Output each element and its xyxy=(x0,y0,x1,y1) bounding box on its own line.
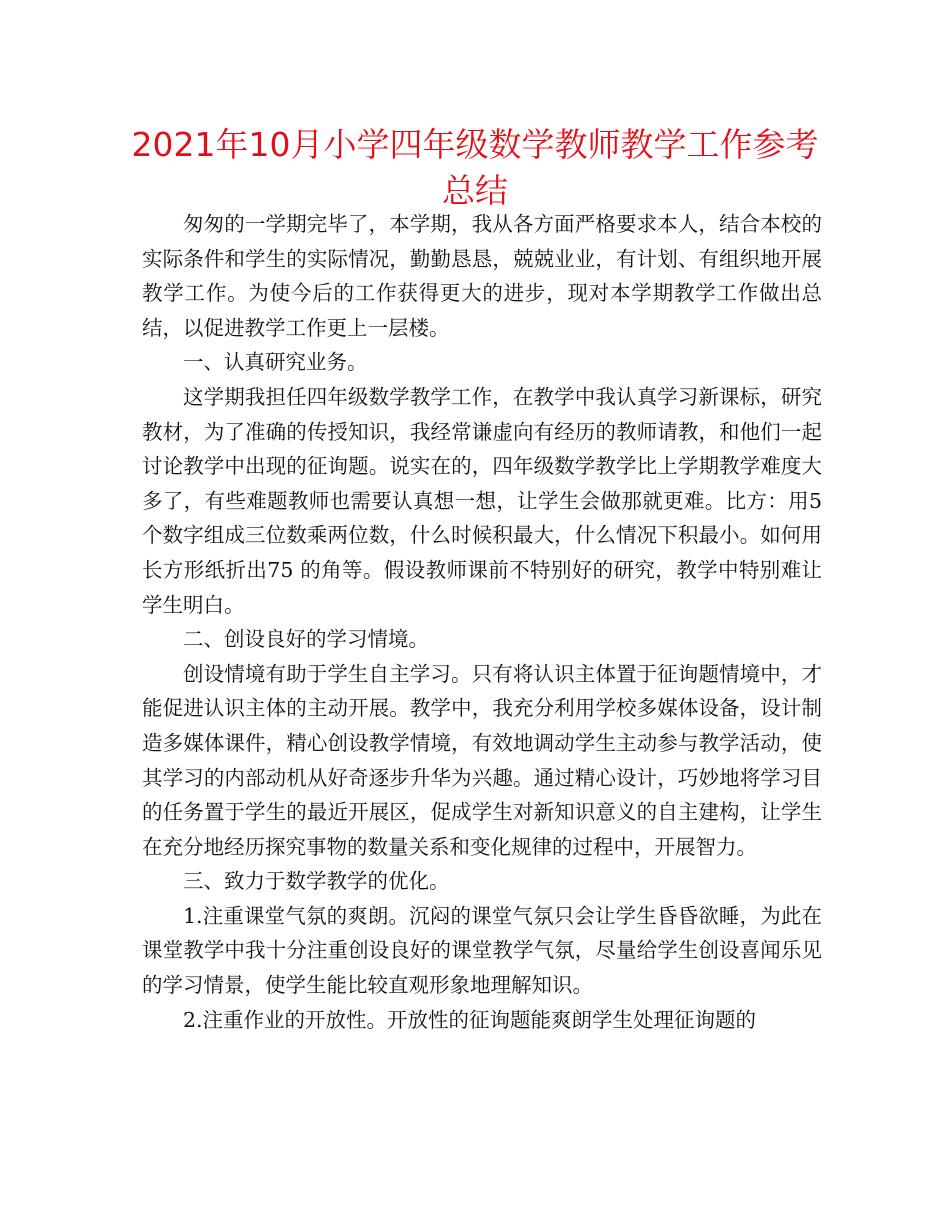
paragraph-intro: 匆匆的一学期完毕了，本学期，我从各方面严格要求本人，结合本校的实际条件和学生的实际情况，勤勤恳恳，兢兢业业，有计划、有组织地开展教学工作。为使今后的工作获得更大的进步，现对本学期教学工作做出总结，以促进教学工作更上一层楼。 xyxy=(142,212,822,340)
paragraph-section-1: 这学期我担任四年级数学教学工作，在教学中我认真学习新课标，研究教材，为了准确的传授知识，我经常谦虚向有经历的教师请教，和他们一起讨论教学中出现的征询题。说实在的，四年级数学教学比上学期教学难度大多了，有些难题教师也需要认真想一想，让学生会做那就更难。比方：用5个数字组成三位数乘两位数，什么时候积最大，什么情况下积最小。如何用长方形纸折出75 的角等。假设教师课前不特别好的研究，教学中特别难让学生明白。 xyxy=(142,384,822,617)
section-heading-1: 一、认真研究业务。 xyxy=(183,350,368,375)
paragraph-section-2: 创设情境有助于学生自主学习。只有将认识主体置于征询题情境中，才能促进认识主体的主动开展。教学中，我充分利用学校多媒体设备，设计制造多媒体课件，精心创设教学情境，有效地调动学生主动参与教学活动，使其学习的内部动机从好奇逐步升华为兴趣。通过精心设计，巧妙地将学习目的任务置于学生的最近开展区，促成学生对新知识意义的自主建构，让学生在充分地经历探究事物的数量关系和变化规律的过程中，开展智力。 xyxy=(142,661,822,859)
document-title-line-1: 2021年10月小学四年级数学教师教学工作参考 xyxy=(131,125,819,164)
paragraph-item-2: 2.注重作业的开放性。开放性的征询题能爽朗学生处理征询题的 xyxy=(183,1007,757,1032)
section-heading-2: 二、创设良好的学习情境。 xyxy=(183,627,429,652)
paragraph-item-1: 1.注重课堂气氛的爽朗。沉闷的课堂气氛只会让学生昏昏欲睡，为此在课堂教学中我十分注重创设良好的课堂教学气氛，尽量给学生创设喜闻乐见的学习情景，使学生能比较直观形象地理解知识。 xyxy=(142,903,822,998)
document-body xyxy=(142,207,822,1037)
section-heading-3: 三、致力于数学教学的优化。 xyxy=(183,869,450,894)
document-title-line-2: 总结 xyxy=(442,171,508,210)
